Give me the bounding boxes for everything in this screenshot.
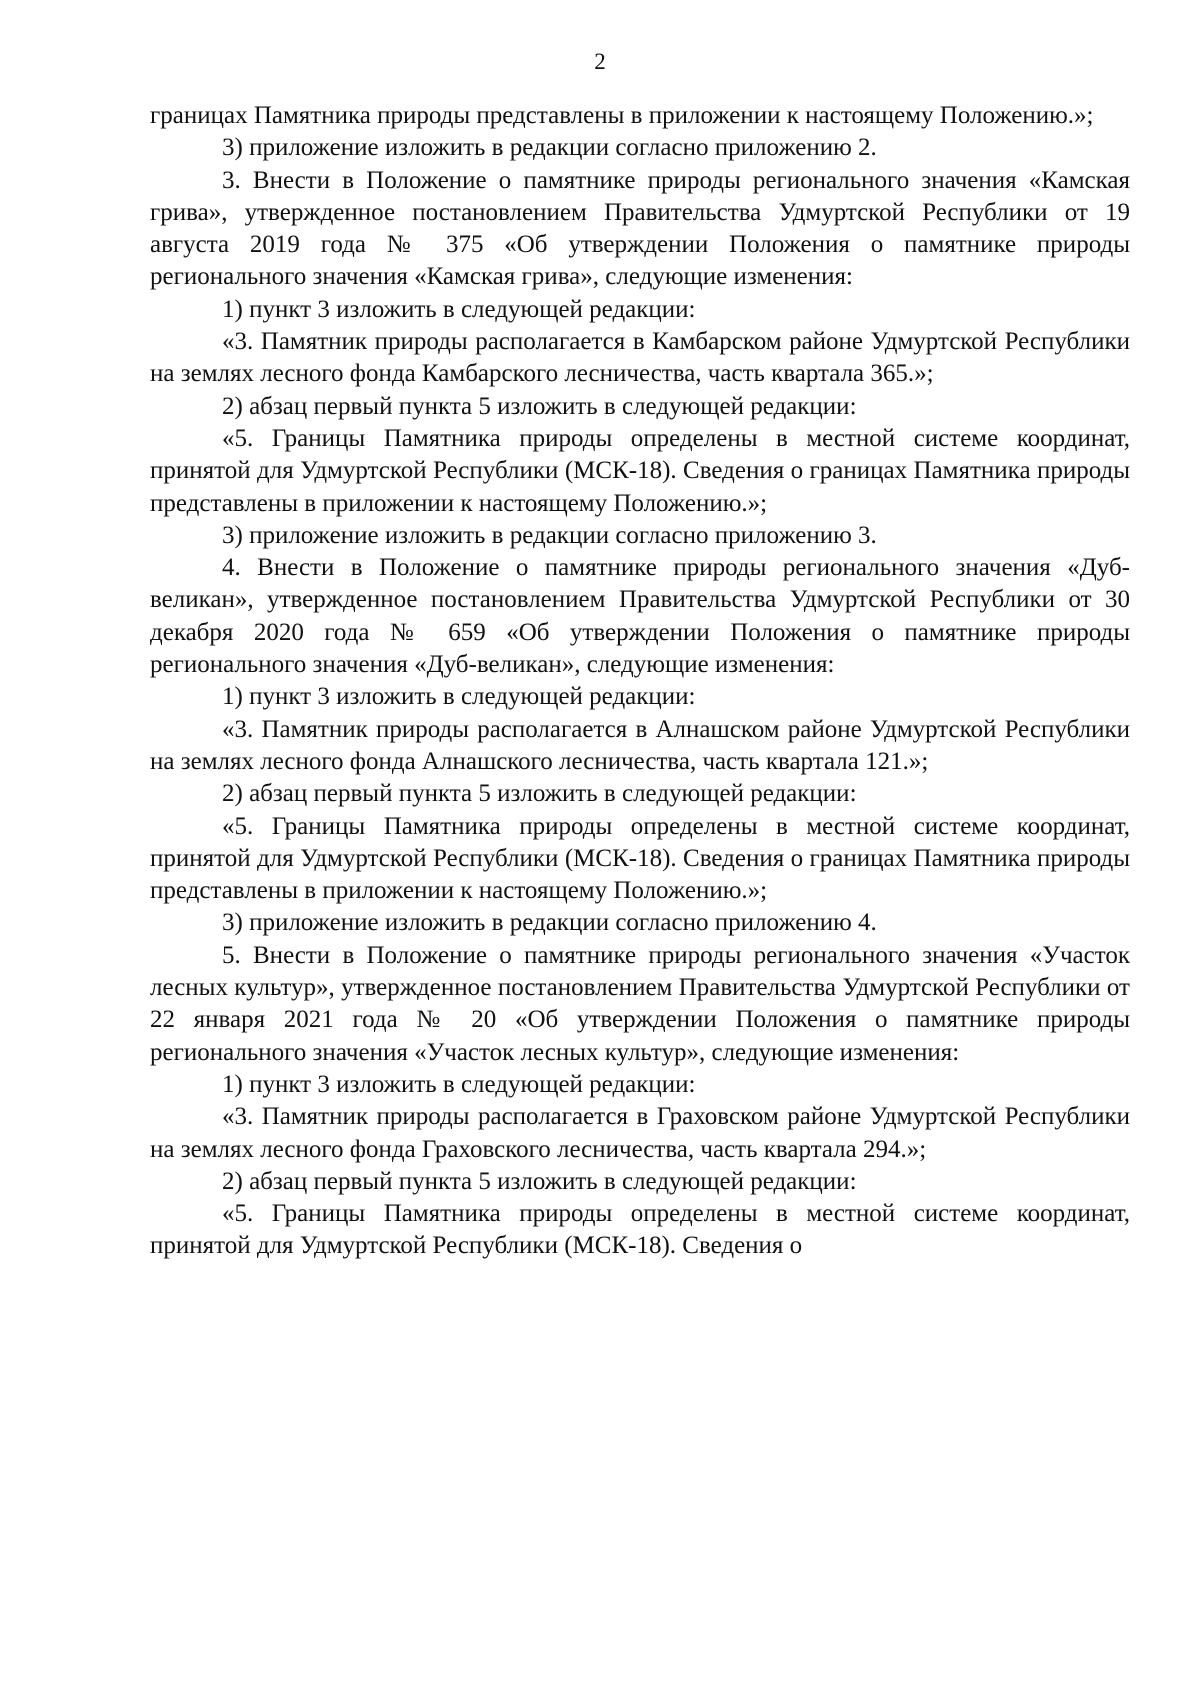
paragraph: «5. Границы Памятника природы определены в местной системе координат, принятой для Удмуртской Республики (МСК-18). Сведения о границах Памятника природы представлены в приложении к настоящему Положению.»; bbox=[150, 424, 1130, 517]
paragraph: «3. Памятник природы располагается в Граховском районе Удмуртской Республики на землях лесного фонда Граховского лесничества, часть квартала 294.»; bbox=[150, 1103, 1130, 1163]
paragraph: 3) приложение изложить в редакции согласно приложению 2. bbox=[222, 134, 877, 162]
paragraph: 1) пункт 3 изложить в следующей редакции: bbox=[222, 295, 696, 323]
paragraph: 3. Внести в Положение о памятнике природы регионального значения «Камская грива», утвержденное постановлением Правительства Удмуртской Республики от 19 августа 2019 года № 375 «Об утверждении Положения о памятнике природы регионального значения «Камская грива», следующие изменения: bbox=[150, 166, 1130, 291]
paragraph: «3. Памятник природы располагается в Камбарском районе Удмуртской Республики на землях лесного фонда Камбарского лесничества, часть квартала 365.»; bbox=[150, 328, 1130, 388]
paragraph: 2) абзац первый пункта 5 изложить в следующей редакции: bbox=[222, 780, 857, 808]
paragraph: 3) приложение изложить в редакции согласно приложению 3. bbox=[222, 521, 877, 549]
paragraph: 2) абзац первый пункта 5 изложить в следующей редакции: bbox=[222, 392, 857, 420]
paragraph: 5. Внести в Положение о памятнике природы регионального значения «Участок лесных культур», утвержденное постановлением Правительства Удмуртской Республики от 22 января 2021 года № 20 «Об утверждении Положения о памятнике природы регионального значения «Участок лесных культур», следующие изменения: bbox=[150, 941, 1130, 1066]
paragraph: 1) пункт 3 изложить в следующей редакции: bbox=[222, 1070, 696, 1098]
paragraph: 2) абзац первый пункта 5 изложить в следующей редакции: bbox=[222, 1167, 857, 1195]
paragraph: 4. Внести в Положение о памятнике природы регионального значения «Дуб-великан», утвержденное постановлением Правительства Удмуртской Республики от 30 декабря 2020 года № 659 «Об утверждении Положения о памятнике природы регионального значения «Дуб-великан», следующие изменения: bbox=[150, 554, 1130, 679]
page-number: 2 bbox=[594, 49, 606, 74]
paragraph: «5. Границы Памятника природы определены в местной системе координат, принятой для Удмуртской Республики (МСК-18). Сведения о bbox=[150, 1200, 1130, 1260]
paragraph: «3. Памятник природы располагается в Алнашском районе Удмуртской Республики на землях лесного фонда Алнашского лесничества, часть квартала 121.»; bbox=[150, 715, 1130, 775]
paragraph: границах Памятника природы представлены в приложении к настоящему Положению.»; bbox=[150, 102, 1094, 129]
paragraph: 1) пункт 3 изложить в следующей редакции: bbox=[222, 683, 696, 711]
document-body bbox=[150, 100, 1130, 1263]
paragraph: 3) приложение изложить в редакции согласно приложению 4. bbox=[222, 909, 877, 937]
paragraph: «5. Границы Памятника природы определены в местной системе координат, принятой для Удмуртской Республики (МСК-18). Сведения о границах Памятника природы представлены в приложении к настоящему Положению.»; bbox=[150, 812, 1130, 905]
